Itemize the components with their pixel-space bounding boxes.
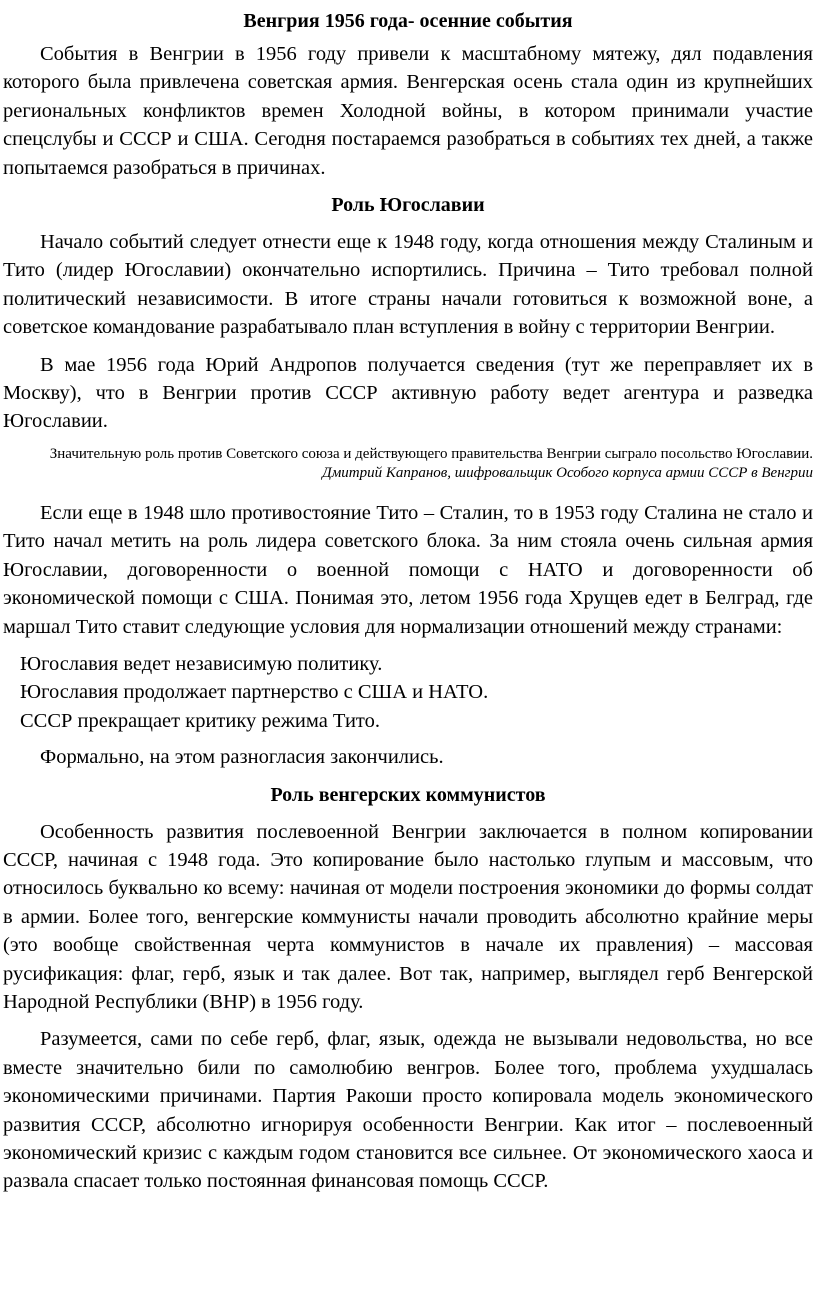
communists-paragraph-2: Разумеется, сами по себе герб, флаг, язык, одежда не вызывали недовольства, но все вместе значительно били по самолюбию венгров. Более того, проблема ухудшалась экономическими причинами. Партия Ракоши просто копировала модель экономического развития СССР, абсолютно игнорируя особенности Венгрии. Как итог – послевоенный экономический кризис с каждым годом становится все сильнее. От экономического хаоса и развала спасает только постоянная финансовая помощь СССР.: [3, 1028, 813, 1193]
section-heading-communists: Роль венгерских коммунистов: [270, 783, 546, 806]
list-item: Югославия продолжает партнерство с США и НАТО.: [20, 681, 489, 704]
yugoslavia-paragraph-1: Начало событий следует отнести еще к 1948 году, когда отношения между Сталиным и Тито (лидер Югославии) окончательно испортились. Причина – Тито требовал полной политический независимости. В итоге страны начали готовиться к возможной воне, а советское командование разрабатывало план вступления в войну с территории Венгрии.: [3, 231, 813, 339]
yugoslavia-paragraph-3: Если еще в 1948 шло противостояние Тито – Сталин, то в 1953 году Сталина не стало и Тито начал метить на роль лидера советского блока. За ним стояла очень сильная армия Югославии, договоренности о военной помощи с НАТО и договоренности об экономической помощи с США. Понимая это, летом 1956 года Хрущев едет в Белград, где маршал Тито ставит следующие условия для нормализации отношений между странами:: [3, 501, 813, 638]
quote-block: [3, 445, 813, 483]
quote-author: Дмитрий Капранов, шифровальщик Особого корпуса армии СССР в Венгрии: [322, 464, 813, 481]
quote-text: Значительную роль против Советского союза и действующего правительства Венгрии сыграло посольство Югославии.: [49, 445, 813, 462]
document-title: Венгрия 1956 года- осенние события: [243, 10, 573, 32]
conditions-list: [3, 650, 813, 735]
yugoslavia-paragraph-4: Формально, на этом разногласия закончились.: [40, 746, 444, 769]
list-item: СССР прекращает критику режима Тито.: [20, 709, 380, 732]
intro-paragraph: События в Венгрии в 1956 году привели к масштабному мятежу, дял подавления которого была привлечена советская армия. Венгерская осень стала один из крупнейших региональных конфликтов времен Холодной войны, в котором принимали участие спецслубы и СССР и США. Сегодня постараемся разобраться в событиях тех дней, а также попытаемся разобраться в причинах.: [3, 43, 813, 179]
communists-paragraph-1: Особенность развития послевоенной Венгрии заключается в полном копировании СССР, начиная с 1948 года. Это копирование было настолько глупым и массовым, что относилось буквально ко всему: начиная от модели построения экономики до формы солдат в армии. Более того, венгерские коммунисты начали проводить абсолютно крайние меры (это вообще свойственная черта коммунистов в начале их правления) – массовая русификация: флаг, герб, язык и так далее. Вот так, например, выглядел герб Венгерской Народной Республики (ВНР) в 1956 году.: [3, 820, 813, 1013]
list-item: Югославия ведет независимую политику.: [20, 652, 383, 675]
yugoslavia-paragraph-2: В мае 1956 года Юрий Андропов получается сведения (тут же переправляет их в Москву), что в Венгрии против СССР активную работу ведет агентура и разведка Югославии.: [3, 353, 813, 433]
section-heading-yugoslavia: Роль Югославии: [331, 194, 485, 217]
